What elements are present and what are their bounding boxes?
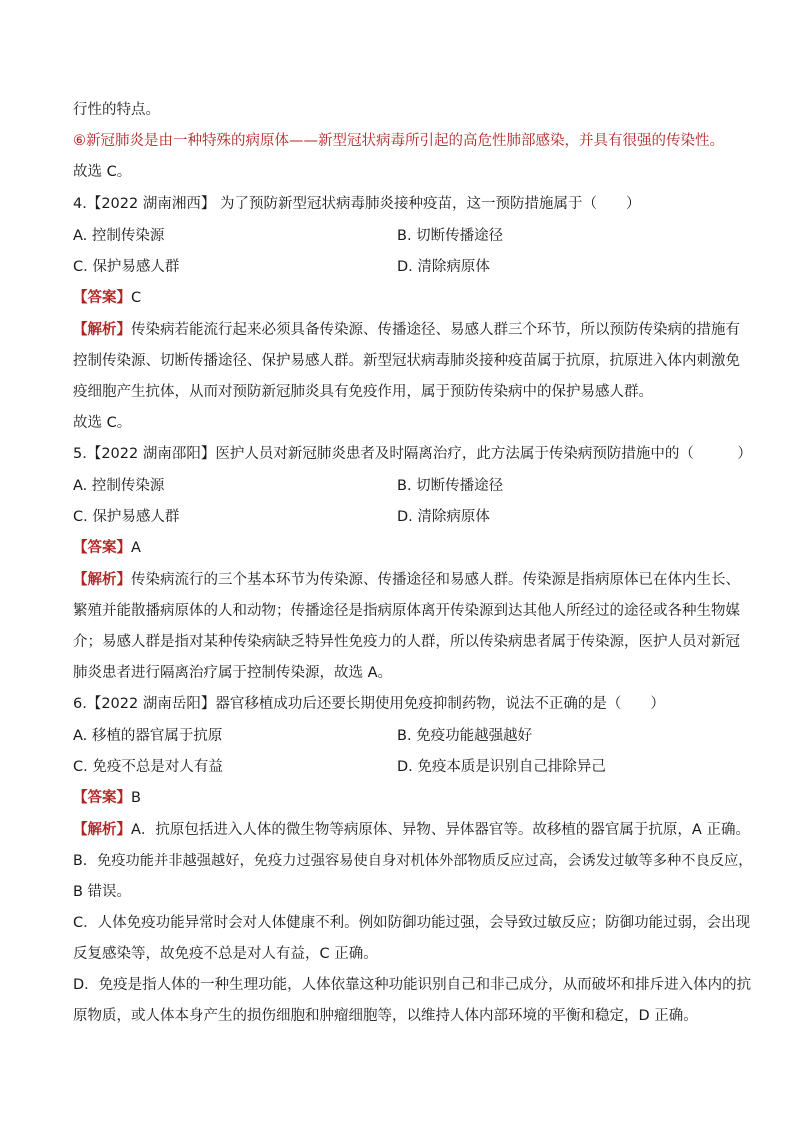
question-6: 6.【2022 湖南岳阳】器官移植成功后还要长期使用免疫抑制药物，说法不正确的是（ ） [73, 696, 665, 712]
explanation-tag: 【解析】 [73, 822, 131, 838]
q6-explanation-line: B 错误。 [73, 884, 132, 900]
q5-option-c: C. 保护易感人群 [73, 509, 180, 525]
q6-explanation-line: 原物质，或人体本身产生的损伤细胞和肿瘤细胞等，以维持人体内部环境的平衡和稳定，D 正确。 [73, 1008, 698, 1024]
question-5: 5.【2022 湖南邵阳】医护人员对新冠肺炎患者及时隔离治疗，此方法属于传染病预防措施中的（ ） [73, 446, 752, 462]
explanation-text: 传染病流行的三个基本环节为传染源、传播途径和易感人群。传染源是指病原体已在体内生长、 [131, 572, 740, 588]
q4-option-a: A. 控制传染源 [73, 228, 165, 244]
q5-option-d: D. 清除病原体 [397, 509, 490, 525]
q6-option-b: B. 免疫功能越强越好 [397, 728, 533, 744]
q4-option-d: D. 清除病原体 [397, 259, 490, 275]
q6-explanation-line: C．人体免疫功能异常时会对人体健康不利。例如防御功能过强，会导致过敏反应；防御功能过弱，会出现 [73, 915, 751, 931]
explanation-tag: 【解析】 [73, 322, 131, 338]
q5-option-a: A. 控制传染源 [73, 478, 165, 494]
q4-explanation-line: 疫细胞产生抗体，从而对预防新冠肺炎具有免疫作用，属于预防传染病中的保护易感人群。 [73, 384, 653, 400]
explanation-text: 传染病若能流行起来必须具备传染源、传播途径、易感人群三个环节，所以预防传染病的措施有 [131, 322, 740, 338]
answer-tag: 【答案】 [73, 790, 131, 806]
explanation-tag: 【解析】 [73, 572, 131, 588]
q6-answer [73, 788, 754, 808]
q4-answer [73, 288, 754, 308]
q5-explanation-line [73, 570, 754, 590]
q6-option-d: D. 免疫本质是识别自己排除异己 [397, 759, 606, 775]
text-line: 故选 C。 [73, 164, 132, 180]
text-line-highlight: ⑥新冠肺炎是由一种特殊的病原体——新型冠状病毒所引起的高危性肺部感染，并具有很强的传染性。 [73, 133, 724, 149]
q5-explanation-line: 肺炎患者进行隔离治疗属于控制传染源，故选 A。 [73, 665, 393, 681]
q4-selection: 故选 C。 [73, 415, 132, 431]
q5-answer [73, 538, 754, 558]
answer-value: A [131, 540, 141, 556]
q6-explanation-line: D．免疫是指人体的一种生理功能，人体依靠这种功能识别自己和非己成分，从而破坏和排斥进入体内的抗 [73, 977, 752, 993]
answer-value: B [131, 790, 141, 806]
q6-explanation-line [73, 820, 754, 840]
question-4: 4.【2022 湖南湘西】 为了预防新型冠状病毒肺炎接种疫苗，这一预防措施属于（ ） [73, 196, 641, 212]
answer-tag: 【答案】 [73, 540, 131, 556]
q4-explanation-line: 控制传染源、切断传播途径、保护易感人群。新型冠状病毒肺炎接种疫苗属于抗原，抗原进入体内刺激免 [73, 353, 740, 369]
q6-option-a: A. 移植的器官属于抗原 [73, 728, 223, 744]
explanation-text: A．抗原包括进入人体的微生物等病原体、异物、异体器官等。故移植的器官属于抗原，A 正确。 [131, 822, 750, 838]
q5-explanation-line: 介；易感人群是指对某种传染病缺乏特异性免疫力的人群，所以传染病患者属于传染源，医护人员对新冠 [73, 634, 740, 650]
answer-tag: 【答案】 [73, 290, 131, 306]
q5-option-b: B. 切断传播途径 [397, 478, 504, 494]
q4-option-c: C. 保护易感人群 [73, 259, 180, 275]
q6-explanation-line: 反复感染等，故免疫不总是对人有益，C 正确。 [73, 946, 378, 962]
q6-option-c: C. 免疫不总是对人有益 [73, 759, 223, 775]
q6-explanation-line: B．免疫功能并非越强越好，免疫力过强容易使自身对机体外部物质反应过高，会诱发过敏等多种不良反应， [73, 853, 753, 869]
q5-explanation-line: 繁殖并能散播病原体的人和动物；传播途径是指病原体离开传染源到达其他人所经过的途径或各种生物媒 [73, 603, 740, 619]
text-line: 行性的特点。 [73, 102, 160, 118]
q4-explanation-line [73, 320, 754, 340]
answer-value: C [131, 290, 142, 306]
q4-option-b: B. 切断传播途径 [397, 228, 504, 244]
